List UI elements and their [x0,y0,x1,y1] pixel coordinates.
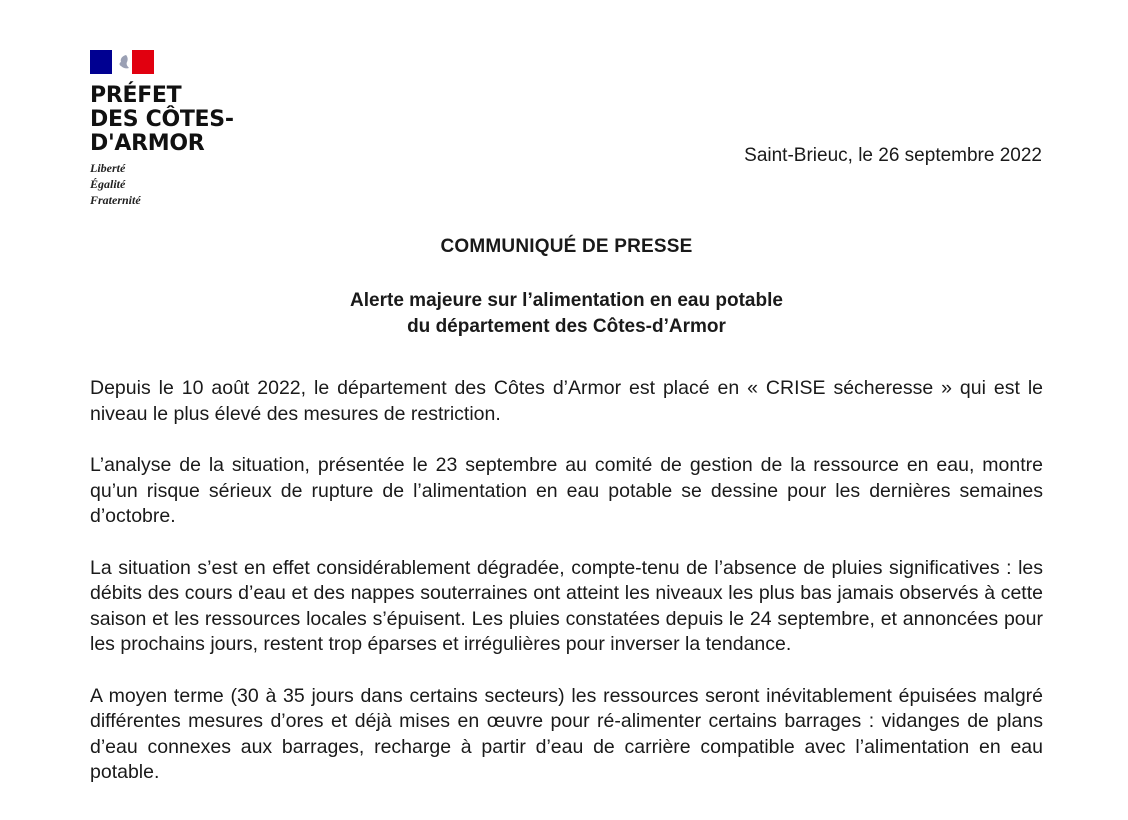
prefecture-name-line: D'ARMOR [90,131,205,156]
body-paragraph: Depuis le 10 août 2022, le département des Côtes d’Armor est placé en « CRISE sécheresse » qui est le niveau le plus élevé des mesures de restriction. [90,377,1043,425]
press-release-body [90,376,1043,812]
motto-line: Liberté [90,161,126,175]
prefecture-name-line: DES CÔTES- [90,107,234,132]
place-and-date: Saint-Brieuc, le 26 septembre 2022 [744,145,1042,166]
french-flag-marianne-icon [90,50,154,74]
body-paragraph: A moyen terme (30 à 35 jours dans certains secteurs) les ressources seront inévitablement épuisées malgré différentes mesures d’ores et déjà mises en œuvre pour ré-alimenter certains barrages : vidanges de plans d’eau connexes aux barrages, recharge à partir d’eau de carrière compatible avec l’alimentation en eau potable. [90,684,1043,783]
press-release-headline [0,288,1128,340]
motto-line: Égalité [90,177,126,191]
headline-line: du département des Côtes-d’Armor [407,316,726,337]
flag-blue-band [90,50,112,74]
body-paragraph: La situation s’est en effet considérablement dégradée, compte-tenu de l’absence de pluies significatives : les débits des cours d’eau et des nappes souterraines ont atteint les niveaux les plus bas jamais observés à cette saison et les ressources locales s’épuisent. Les pluies constatées depuis le 24 septembre, et annoncées pour les prochains jours, restent trop éparses et irrégulières pour inverser la tendance. [90,556,1043,655]
prefecture-name [90,84,270,156]
body-paragraph: L’analyse de la situation, présentée le 23 septembre au comité de gestion de la ressource en eau, montre qu’un risque sérieux de rupture de l’alimentation en eau potable se dessine pour les dernières semaines d’octobre. [90,454,1043,527]
prefecture-logo [90,50,270,208]
headline-line: Alerte majeure sur l’alimentation en eau potable [350,290,783,311]
prefecture-name-line: PRÉFET [90,83,182,108]
marianne-profile-icon [116,54,132,70]
document-type-heading: COMMUNIQUÉ DE PRESSE [440,236,693,257]
flag-red-band [132,50,154,74]
motto-line: Fraternité [90,193,141,207]
flag-white-band [112,50,132,74]
republic-motto [90,160,270,208]
